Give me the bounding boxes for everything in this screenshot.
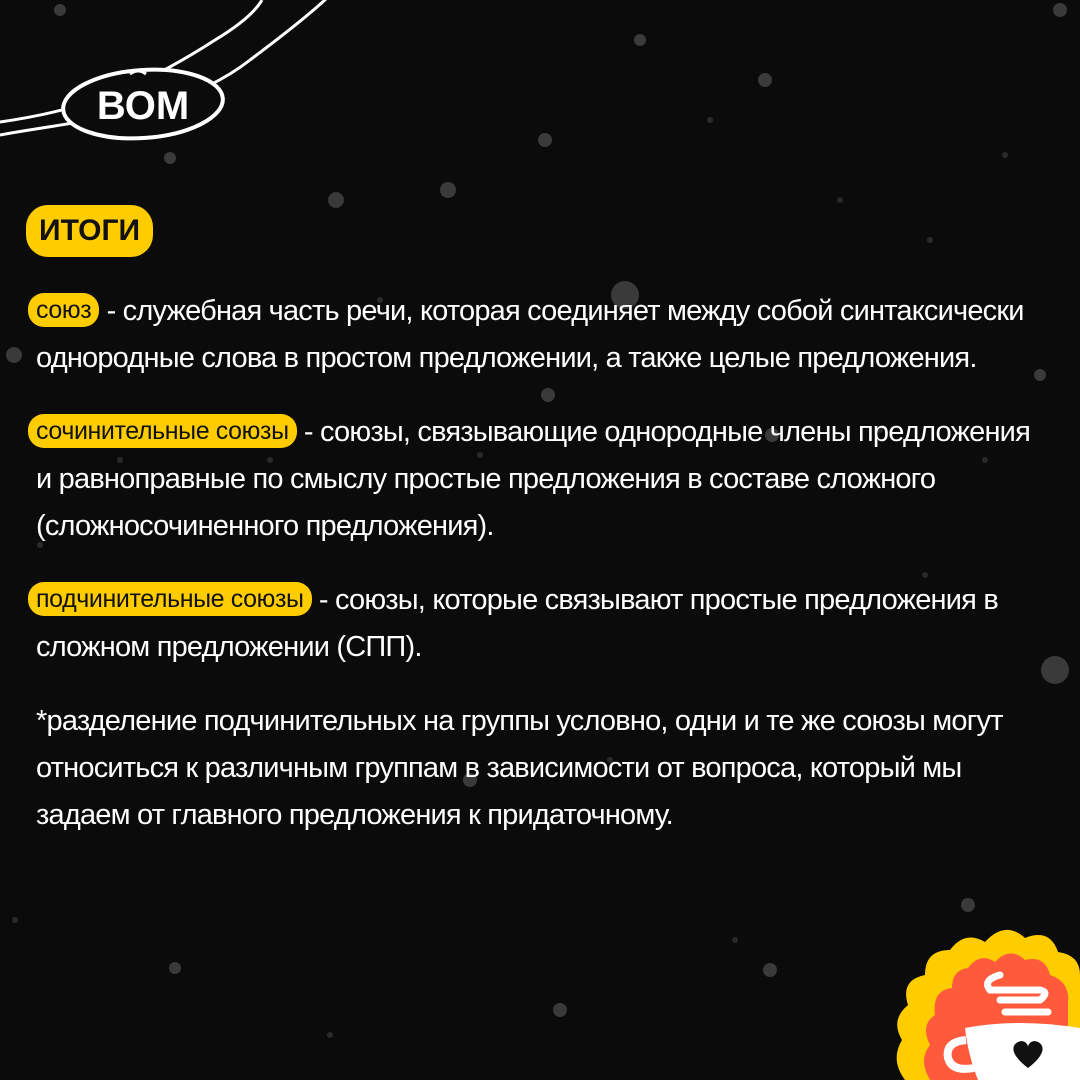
definition-text: - союзы, связывающие однородные члены предложения и равноправные по смыслу простые предложения в составе сложного (сложносочиненного предложения). — [36, 416, 1030, 542]
footnote: *разделение подчинительных на группы условно, одни и те же союзы могут относиться к различным группам в зависимости от вопроса, который мы задаем от главного предложения к придаточному. — [36, 705, 1003, 831]
paragraph-subordinating — [36, 577, 1046, 671]
logo-icon — [0, 0, 340, 150]
page-title: ИТОГИ — [26, 205, 153, 257]
summary-content — [36, 205, 1046, 839]
definition-text: - служебная часть речи, которая соединяет между собой синтаксически однородные слова в простом предложении, а также целые предложения. — [36, 295, 1024, 374]
paragraph-coordinating — [36, 409, 1046, 550]
paragraph-union — [36, 288, 1046, 382]
coffee-cup-icon — [890, 920, 1080, 1080]
term-highlight: союз — [28, 293, 99, 327]
term-highlight: сочинительные союзы — [28, 414, 297, 448]
term-highlight: подчинительные союзы — [28, 582, 312, 616]
definition-text: - союзы, которые связывают простые предложения в сложном предложении (СПП). — [36, 584, 998, 663]
logo-text: ВОМ — [96, 84, 190, 128]
